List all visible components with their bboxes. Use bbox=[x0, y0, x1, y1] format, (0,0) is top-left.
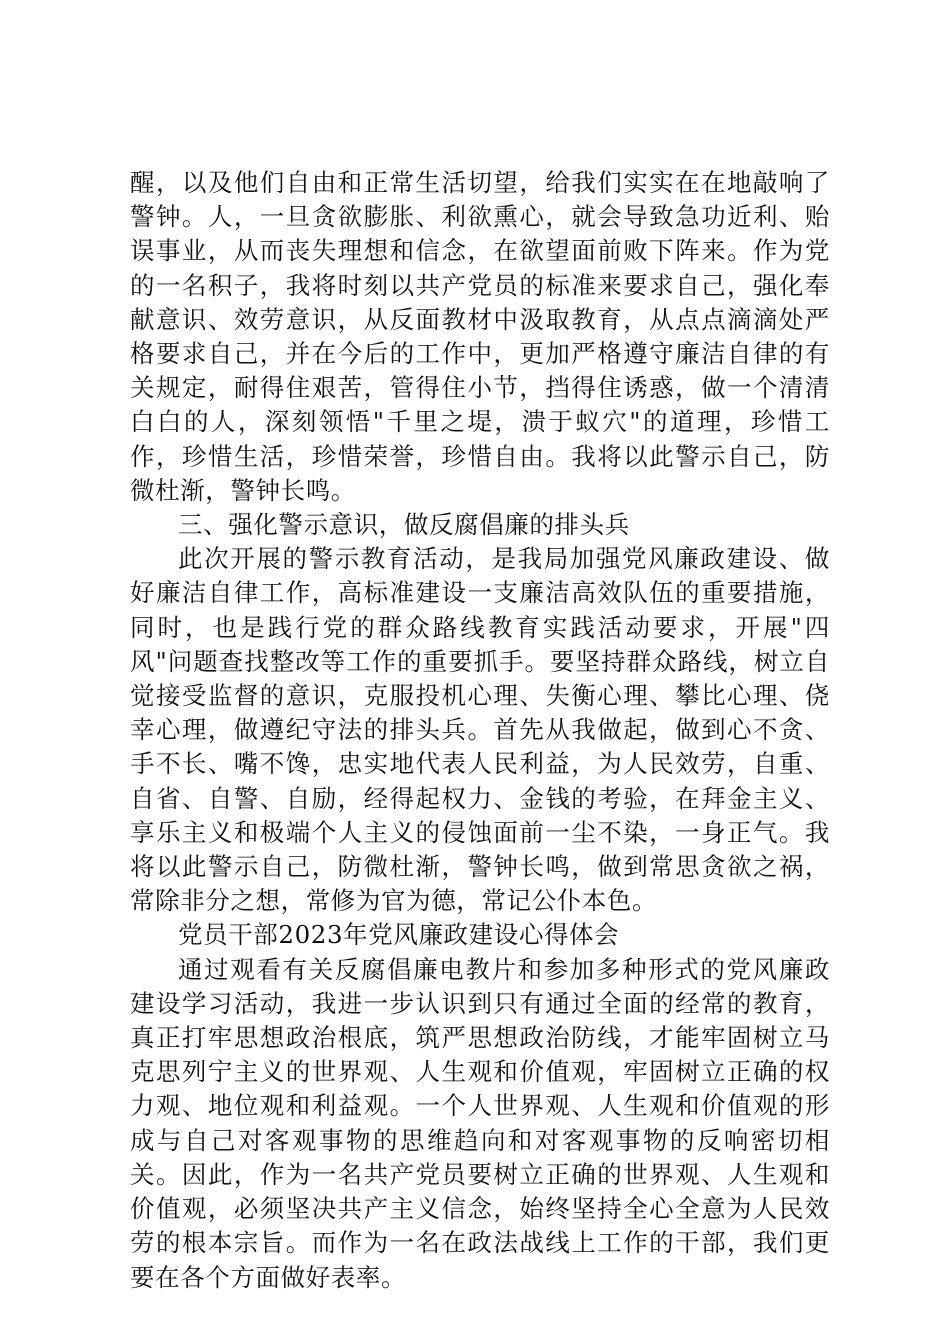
article-title: 党员干部2023年党风廉政建设心得体会 bbox=[178, 920, 620, 950]
paragraph-warning-education: 此次开展的警示教育活动，是我局加强党风廉政建设、做好廉洁自律工作，高标准建设一支廉洁高效队伍的重要措施，同时，也是践行党的群众路线教育实践活动要求，开展"四风"问题查找整改等工作的重要抓手。要坚持群众路线，树立自觉接受监督的意识，克服投机心理、失衡心理、攀比心理、侥幸心理，做遵纪守法的排头兵。首先从我做起，做到心不贪、手不长、嘴不馋，忠实地代表人民利益，为人民效劳，自重、自省、自警、自励，经得起权力、金钱的考验，在拜金主义、享乐主义和极端个人主义的侵蚀面前一尘不染，一身正气。我将以此警示自己，防微杜渐，警钟长鸣，做到常思贪欲之祸，常除非分之想，常修为官为德，常记公仆本色。 bbox=[130, 544, 830, 916]
section-heading-three: 三、强化警示意识，做反腐倡廉的排头兵 bbox=[178, 510, 630, 540]
paragraph-continuation: 醒，以及他们自由和正常生活切望，给我们实实在在地敲响了警钟。人，一旦贪欲膨胀、利欲熏心，就会导致急功近利、贻误事业，从而丧失理想和信念，在欲望面前败下阵来。作为党的一名积子，我将时刻以共产党员的标准来要求自己，强化奉献意识、效劳意识，从反面教材中汲取教育，从点点滴滴处严格要求自己，并在今后的工作中，更加严格遵守廉洁自律的有关规定，耐得住艰苦，管得住小节，挡得住诱惑，做一个清清白白的人，深刻领悟"千里之堤，溃于蚁穴"的道理，珍惜工作，珍惜生活，珍惜荣誉，珍惜自由。我将以此警示自己，防微杜渐，警钟长鸣。 bbox=[130, 168, 830, 505]
document-body bbox=[130, 166, 830, 1295]
paragraph-study-reflection: 通过观看有关反腐倡廉电教片和参加多种形式的党风廉政建设学习活动，我进一步认识到只有通过全面的经常的教育，真正打牢思想政治根底，筑严思想政治防线，才能牢固树立马克思列宁主义的世界观、人生观和价值观，牢固树立正确的权力观、地位观和利益观。一个人世界观、人生观和价值观的形成与自己对客观事物的思维趋向和对客观事物的反响密切相关。因此，作为一名共产党员要树立正确的世界观、人生观和价值观，必须坚决共产主义信念，始终坚持全心全意为人民效劳的根本宗旨。而作为一名在政法战线上工作的干部，我们更要在各个方面做好表率。 bbox=[130, 954, 830, 1292]
